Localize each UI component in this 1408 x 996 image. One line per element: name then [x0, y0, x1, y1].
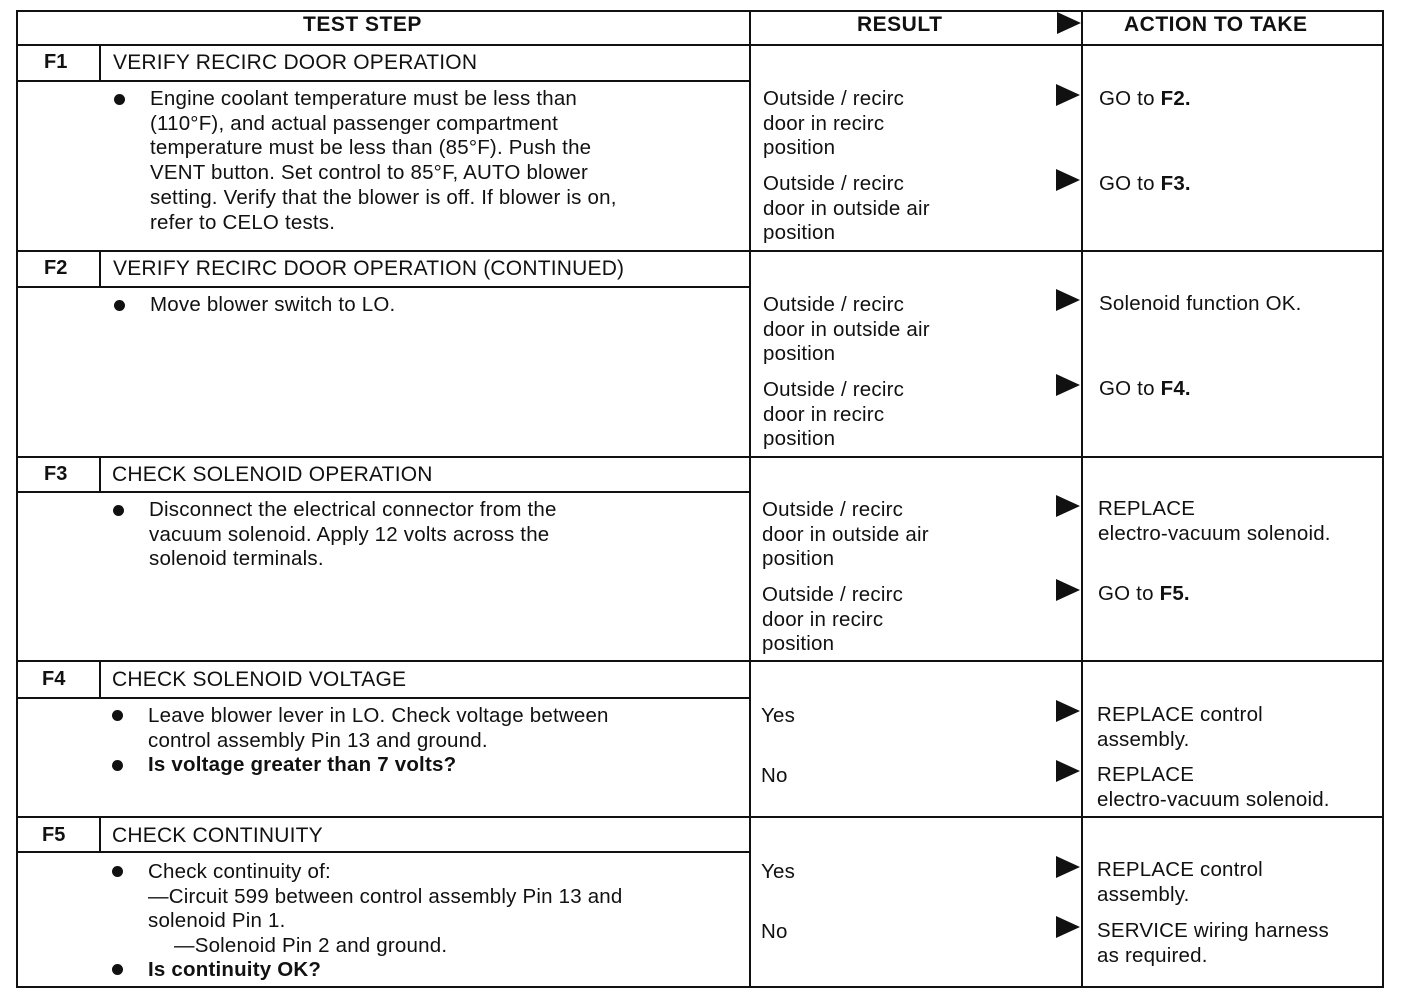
bullet-icon — [113, 505, 124, 516]
result-line: No — [761, 920, 788, 943]
step-question — [148, 958, 321, 983]
result-line: door in outside air — [762, 522, 929, 546]
step-title: CHECK CONTINUITY — [112, 824, 323, 847]
instruction-line: setting. Verify that the blower is off. If blower is on, — [150, 185, 617, 209]
header-arrow-icon — [1057, 12, 1081, 34]
instruction-line: refer to CELO tests. — [150, 210, 336, 234]
action-line: electro-vacuum solenoid. — [1097, 787, 1330, 811]
action-line: REPLACE — [1097, 763, 1195, 786]
bullet-icon — [112, 866, 123, 877]
table-top-border — [16, 10, 1384, 12]
action-step-ref: F2. — [1160, 87, 1191, 110]
header-bottom-border — [16, 44, 1384, 46]
result-line: Outside / recirc — [763, 378, 905, 401]
result-line: position — [763, 427, 836, 451]
result-line: Outside / recirc — [763, 172, 905, 195]
bullet-icon — [114, 300, 125, 311]
step-id: F5 — [42, 824, 66, 846]
result-line: position — [763, 136, 836, 160]
result-line: Outside / recirc — [762, 583, 904, 606]
result-arrow-icon — [1056, 700, 1080, 722]
result-text — [762, 583, 903, 657]
instruction-line: Disconnect the electrical connector from the — [149, 498, 557, 521]
result-line: door in recirc — [763, 402, 885, 426]
instruction-line: —Circuit 599 between control assembly Pin 13 and — [148, 884, 623, 908]
id-divider — [99, 816, 101, 852]
result-line: Yes — [761, 860, 796, 883]
title-row-border — [16, 491, 751, 493]
instruction-line: (110°F), and actual passenger compartment — [150, 111, 558, 135]
result-line: Yes — [761, 704, 796, 727]
instruction-line: solenoid terminals. — [149, 547, 324, 571]
action-step-ref: F4. — [1160, 377, 1191, 400]
result-text — [761, 860, 795, 885]
step-id: F3 — [44, 463, 68, 485]
id-divider — [99, 660, 101, 698]
step-separator — [16, 816, 1384, 818]
title-row-border — [16, 80, 751, 82]
result-line: door in recirc — [762, 607, 884, 631]
step-separator — [16, 456, 1384, 458]
question-line: Is voltage greater than 7 volts? — [148, 753, 457, 776]
bullet-icon — [112, 760, 123, 771]
action-line: electro-vacuum solenoid. — [1098, 521, 1331, 545]
result-arrow-icon — [1056, 169, 1080, 191]
bullet-icon — [112, 964, 123, 975]
result-line: No — [761, 764, 788, 787]
header-result: RESULT — [857, 13, 943, 36]
result-arrow-icon — [1056, 579, 1080, 601]
result-text — [763, 87, 904, 161]
step-title: CHECK SOLENOID VOLTAGE — [112, 668, 407, 691]
id-divider — [99, 250, 101, 287]
table-left-border — [16, 10, 18, 988]
step-id: F4 — [42, 668, 66, 690]
action-column-divider — [1081, 10, 1083, 988]
action-text — [1098, 582, 1190, 607]
title-row-border — [16, 851, 751, 853]
result-text — [762, 498, 929, 572]
title-row-border — [16, 697, 751, 699]
instruction-line: solenoid Pin 1. — [148, 909, 286, 933]
instruction-line: temperature must be less than (85°F). Push the — [150, 136, 592, 160]
action-prefix: GO to — [1099, 87, 1161, 110]
action-line: assembly. — [1097, 727, 1190, 751]
instruction-line: Check continuity of: — [148, 860, 331, 883]
action-text — [1097, 858, 1263, 907]
result-line: Outside / recirc — [763, 87, 905, 110]
action-line: as required. — [1097, 943, 1208, 967]
action-text — [1098, 497, 1331, 546]
step-separator — [16, 250, 1384, 252]
step-question — [148, 753, 456, 778]
action-prefix: GO to — [1098, 582, 1160, 605]
step-title: VERIFY RECIRC DOOR OPERATION (CONTINUED) — [113, 257, 625, 280]
action-text — [1099, 292, 1302, 317]
instruction-line: Leave blower lever in LO. Check voltage between — [148, 704, 609, 727]
header-test-step: TEST STEP — [303, 13, 422, 36]
result-arrow-icon — [1056, 374, 1080, 396]
question-line: Is continuity OK? — [148, 958, 322, 981]
step-instructions — [149, 498, 557, 572]
result-line: position — [762, 547, 835, 571]
result-line: door in outside air — [763, 317, 930, 341]
result-line: position — [763, 342, 836, 366]
result-line: Outside / recirc — [763, 293, 905, 316]
step-id: F1 — [44, 51, 68, 73]
table-bottom-border — [16, 986, 1384, 988]
step-instructions — [150, 87, 617, 235]
result-text — [761, 704, 795, 729]
action-text — [1099, 87, 1191, 112]
step-id: F2 — [44, 257, 68, 279]
result-text — [763, 378, 904, 452]
action-line: Solenoid function OK. — [1099, 292, 1302, 315]
action-prefix: GO to — [1099, 377, 1161, 400]
action-step-ref: F5. — [1159, 582, 1190, 605]
result-line: position — [762, 632, 835, 656]
id-divider — [99, 456, 101, 492]
action-line: REPLACE — [1098, 497, 1196, 520]
result-text — [761, 920, 788, 945]
bullet-icon — [112, 710, 123, 721]
result-arrow-icon — [1056, 916, 1080, 938]
action-line: SERVICE wiring harness — [1097, 919, 1329, 942]
result-line: position — [763, 221, 836, 245]
step-instructions — [150, 293, 395, 318]
step-instructions — [148, 860, 623, 959]
result-text — [763, 172, 930, 246]
result-line: Outside / recirc — [762, 498, 904, 521]
result-arrow-icon — [1056, 760, 1080, 782]
action-line: assembly. — [1097, 882, 1190, 906]
action-step-ref: F3. — [1160, 172, 1191, 195]
instruction-line: Engine coolant temperature must be less than — [150, 87, 578, 110]
result-column-divider — [749, 10, 751, 988]
bullet-icon — [114, 94, 125, 105]
action-text — [1097, 763, 1330, 812]
result-arrow-icon — [1056, 289, 1080, 311]
header-action: ACTION TO TAKE — [1124, 13, 1308, 36]
action-line: REPLACE control — [1097, 703, 1263, 726]
result-line: door in recirc — [763, 111, 885, 135]
title-row-border — [16, 286, 751, 288]
step-instructions — [148, 704, 609, 753]
result-arrow-icon — [1056, 856, 1080, 878]
result-arrow-icon — [1056, 495, 1080, 517]
action-prefix: GO to — [1099, 172, 1161, 195]
result-text — [761, 764, 788, 789]
action-text — [1099, 377, 1191, 402]
instruction-line: Move blower switch to LO. — [150, 293, 396, 316]
action-text — [1097, 703, 1263, 752]
result-arrow-icon — [1056, 84, 1080, 106]
action-text — [1099, 172, 1191, 197]
action-text — [1097, 919, 1329, 968]
result-line: door in outside air — [763, 196, 930, 220]
table-right-border — [1382, 10, 1384, 988]
step-title: VERIFY RECIRC DOOR OPERATION — [113, 51, 478, 74]
step-separator — [16, 660, 1384, 662]
instruction-line: control assembly Pin 13 and ground. — [148, 728, 488, 752]
result-text — [763, 293, 930, 367]
instruction-line: —Solenoid Pin 2 and ground. — [174, 934, 448, 958]
step-title: CHECK SOLENOID OPERATION — [112, 463, 433, 486]
action-line: REPLACE control — [1097, 858, 1263, 881]
id-divider — [99, 44, 101, 81]
instruction-line: vacuum solenoid. Apply 12 volts across the — [149, 522, 550, 546]
instruction-line: VENT button. Set control to 85°F, AUTO blower — [150, 161, 589, 185]
